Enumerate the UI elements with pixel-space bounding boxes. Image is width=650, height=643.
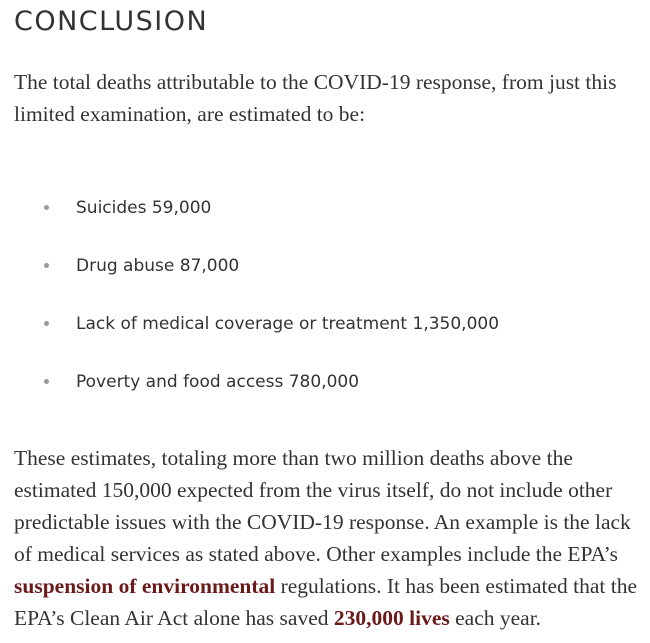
body-text-2: regulations. It has been estimated that the EPA’s Clean Air Act alone has saved — [14, 574, 638, 630]
list-item — [44, 369, 604, 397]
list-item — [44, 311, 604, 339]
suspension-of-environmental-link[interactable]: suspension of environmental — [14, 574, 276, 598]
body-text-3: each year. — [449, 606, 542, 630]
body-text-1: These estimates, totaling more than two million deaths above the estimated 150,000 expected from the virus itself, do not include other predictable issues with the COVID-19 response. An example is the lack of medical services as stated above. Other examples include the EPA’s — [14, 446, 631, 566]
lives-saved-link[interactable]: 230,000 lives — [333, 606, 450, 630]
list-item-label: Lack of medical coverage or treatment 1,350,000 — [76, 314, 500, 334]
section-heading: CONCLUSION — [14, 6, 209, 37]
bullet-dot-icon — [44, 321, 49, 326]
list-item — [44, 253, 604, 281]
list-item — [44, 195, 604, 223]
bullet-dot-icon — [44, 263, 49, 268]
bullet-dot-icon — [44, 379, 49, 384]
list-item-label: Poverty and food access 780,000 — [76, 372, 360, 392]
list-item-label: Drug abuse 87,000 — [76, 256, 240, 276]
body-paragraph — [14, 442, 644, 634]
bullet-dot-icon — [44, 205, 49, 210]
intro-paragraph: The total deaths attributable to the COVID-19 response, from just this limited examination, are estimated to be: — [14, 70, 617, 126]
list-item-label: Suicides 59,000 — [76, 198, 212, 218]
